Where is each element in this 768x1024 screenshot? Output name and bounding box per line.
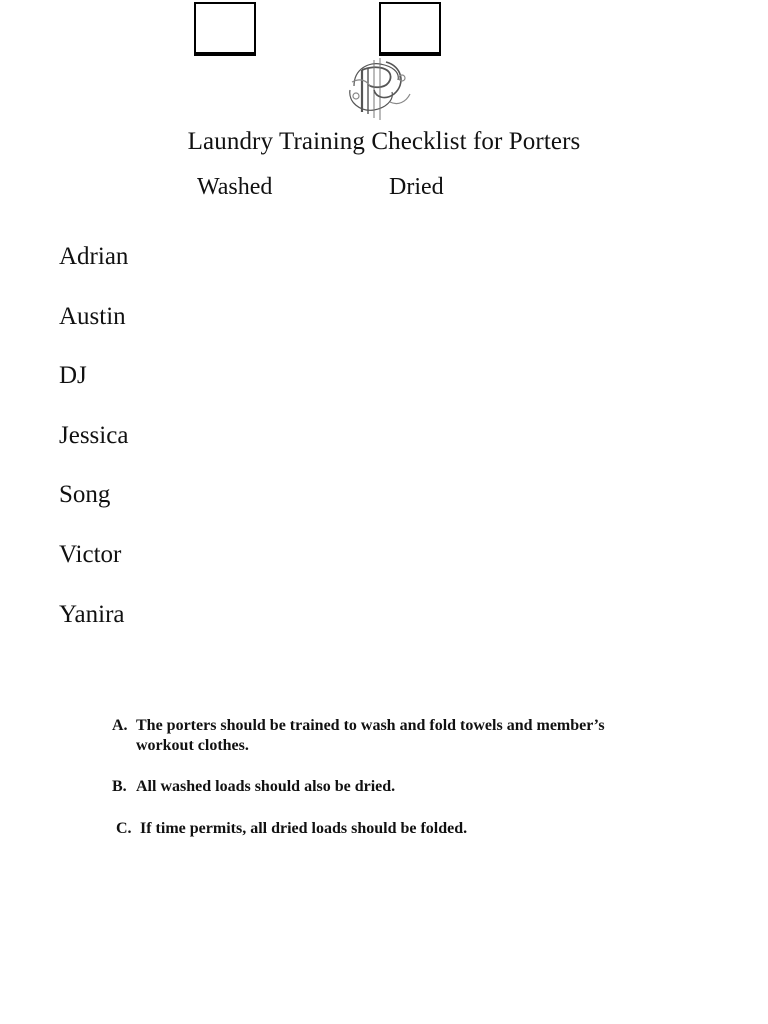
- page-title: Laundry Training Checklist for Porters: [187, 128, 581, 155]
- list-item: DJ: [59, 362, 87, 390]
- monogram-crest-icon: [340, 50, 420, 122]
- list-item: Yanira: [59, 600, 125, 628]
- instruction-text: If time permits, all dried loads should be folded.: [140, 820, 468, 837]
- column-header-dried: Dried: [389, 174, 444, 200]
- instruction-text: All washed loads should also be dried.: [136, 778, 396, 795]
- instruction-letter: B.: [112, 778, 127, 795]
- instruction-letter: C.: [116, 820, 132, 837]
- instruction-item: [112, 777, 632, 797]
- instruction-item: [112, 716, 632, 756]
- dried-checkbox: [379, 2, 441, 56]
- instructions-list: [112, 716, 632, 839]
- list-item: Adrian: [59, 243, 129, 270]
- washed-checkbox: [194, 2, 256, 56]
- list-item: Jessica: [59, 421, 129, 449]
- instruction-text: The porters should be trained to wash and fold towels and member’s workout clothes.: [136, 717, 605, 754]
- list-item: Song: [59, 481, 111, 509]
- instruction-letter: A.: [112, 717, 128, 734]
- column-header-washed: Washed: [197, 174, 273, 200]
- list-item: Austin: [59, 302, 126, 330]
- instruction-item: [116, 819, 636, 839]
- list-item: Victor: [59, 540, 122, 568]
- porter-name-list: [59, 240, 128, 657]
